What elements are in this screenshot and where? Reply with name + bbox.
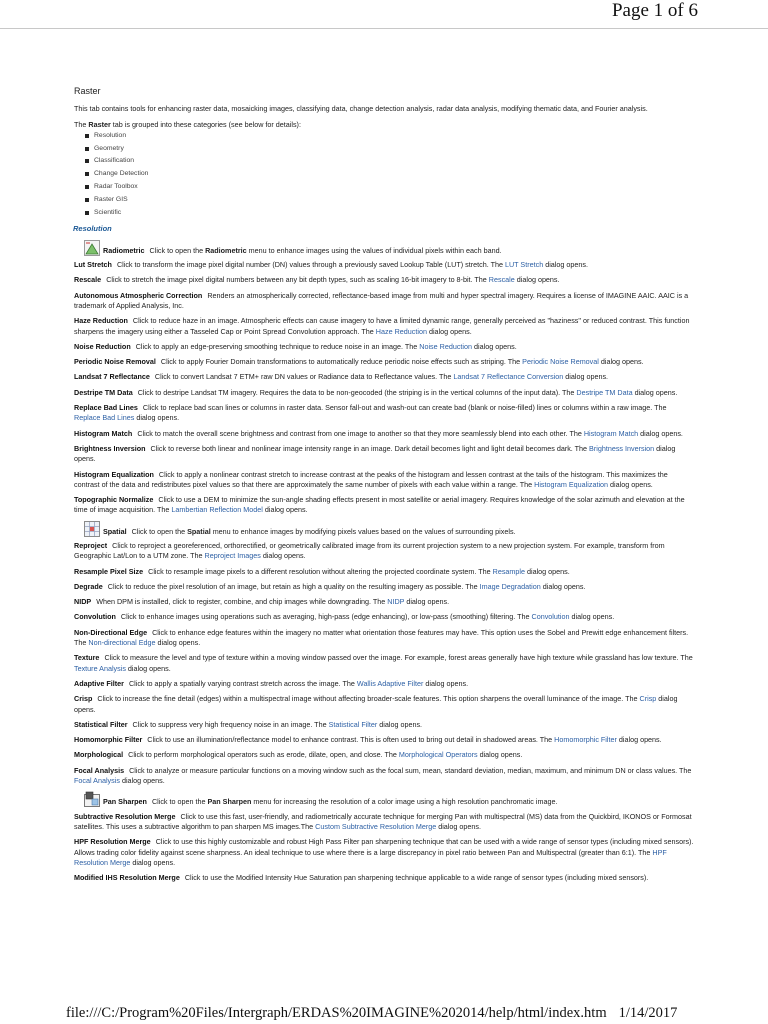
tool-text-tail: dialog opens.	[638, 428, 683, 438]
dialog-link[interactable]: Destripe TM Data	[576, 387, 633, 397]
intro-paragraph: This tab contains tools for enhancing raster data, mosaicking images, classifying data, change detection analysis, radar data analysis, modifying thematic data, and Fourier analysis.	[74, 104, 648, 114]
category-item: Classification	[74, 155, 694, 168]
tool-description	[74, 720, 694, 730]
tool-text: Click to increase the fine detail (edges) within a multispectral image without affecting broader-scale features. This option sharpens the overall luminance of the image. The	[97, 694, 640, 704]
tool-description	[74, 260, 694, 270]
radiometric-label: Radiometric	[103, 245, 145, 255]
tool-description	[74, 837, 694, 868]
tool-name: Resample Pixel Size	[74, 566, 144, 576]
grouped-bold: Raster	[88, 119, 111, 129]
tool-text-tail: dialog opens.	[74, 694, 678, 714]
tool-name: Autonomous Atmospheric Correction	[74, 290, 203, 300]
tool-text-tail: dialog opens.	[404, 597, 450, 607]
tool-name: Adaptive Filter	[74, 678, 124, 688]
section-title-resolution: Resolution	[73, 224, 112, 234]
tool-name: Homomorphic Filter	[74, 735, 143, 745]
footer-date: 1/14/2017	[618, 1005, 678, 1021]
dialog-link[interactable]: HPF Resolution Merge	[74, 847, 667, 867]
tool-text: Click to reverse both linear and nonlinear image intensity range in an image. Dark detail becomes light and light detail becomes dark. The	[150, 443, 590, 453]
tool-description	[74, 750, 694, 760]
dialog-link[interactable]: Morphological Operators	[398, 750, 478, 760]
tool-text: Click to measure the level and type of texture within a moving window passed over the image. For example, forest areas generally have high texture while grassland has low texture. The	[104, 653, 693, 663]
tool-text: Click to enhance images using operations such as averaging, high-pass (edge enhancing), or low-pass (smoothing) filtering. The	[120, 612, 532, 622]
pan-sharpen-items	[74, 812, 694, 884]
radiometric-description	[103, 240, 502, 256]
tool-text: Click to apply an edge-preserving smoothing technique to reduce noise in an image. The	[135, 341, 420, 351]
tool-name: Noise Reduction	[74, 341, 131, 351]
tool-text: Click to reproject a georeferenced, orthorectified, or geometrically calibrated image from its current projection system to a new projection system. For example, transform from Geographic Lat/Lon to a UTM zone. The	[74, 541, 665, 561]
tool-text-tail: dialog opens.	[514, 275, 560, 285]
category-item: Raster GIS	[74, 194, 694, 207]
grouped-pre: The	[74, 119, 89, 129]
dialog-link[interactable]: Replace Bad Lines	[74, 413, 135, 423]
dialog-link[interactable]: Brightness Inversion	[589, 443, 655, 453]
dialog-link[interactable]: Landsat 7 Reflectance Conversion	[453, 372, 564, 382]
tool-name: Modified IHS Resolution Merge	[74, 873, 180, 883]
radiometric-menu-row[interactable]	[84, 240, 694, 256]
tool-text: Click to enhance edge features within the imagery no matter what orientation those features may have. This option uses the Sobel and Prewitt edge enhancement filters. The	[74, 627, 689, 648]
tool-text-tail: dialog opens.	[426, 326, 472, 336]
tool-text: Click to analyze or measure particular functions on a moving window such as the focal sum, mean, standard deviation, median, maximum, and minimum DN or class values. The	[129, 765, 692, 775]
tool-description	[74, 582, 694, 592]
category-list	[74, 130, 694, 220]
dialog-link[interactable]: Image Degradation	[479, 581, 541, 591]
spatial-description	[103, 521, 516, 537]
tool-text: Click to suppress very high frequency noise in an image. The	[132, 719, 329, 729]
category-item: Change Detection	[74, 168, 694, 181]
tool-text: Click to apply a spatially varying contrast stretch across the image. The	[128, 678, 357, 688]
tool-name: Brightness Inversion	[74, 443, 146, 453]
tool-name: Lut Stretch	[74, 260, 112, 270]
tool-text: Click to stretch the image pixel digital numbers between any bit depth types, such as scaling 16-bit imagery to 8-bit. The	[106, 275, 489, 285]
dialog-link[interactable]: Homomorphic Filter	[554, 735, 617, 745]
tool-description	[74, 403, 694, 424]
tool-text-tail: dialog opens.	[377, 719, 423, 729]
tool-text-tail: dialog opens.	[260, 551, 306, 561]
tool-text-tail: dialog opens.	[608, 479, 653, 489]
pan-sharpen-menu-row[interactable]	[84, 791, 694, 807]
tool-text: Click to transform the image pixel digital number (DN) values through a previously saved Lookup Table (LUT) stretch. The	[116, 260, 505, 270]
dialog-link[interactable]: Focal Analysis	[74, 776, 120, 786]
tool-description	[74, 541, 694, 562]
page-title: Raster	[74, 86, 101, 96]
page-number: Page 1 of 6	[611, 0, 698, 21]
category-item: Scientific	[74, 207, 694, 220]
tool-name: Rescale	[74, 275, 102, 285]
dialog-link[interactable]: Custom Subtractive Resolution Merge	[315, 821, 437, 831]
tool-name: Focal Analysis	[74, 765, 125, 775]
tool-description	[74, 444, 694, 465]
dialog-link[interactable]: Rescale	[488, 275, 515, 285]
category-item: Radar Toolbox	[74, 181, 694, 194]
page-footer	[66, 1005, 677, 1022]
tool-description	[74, 342, 694, 352]
spatial-label: Spatial	[103, 526, 127, 536]
pan-sharpen-text-1: Click to open the	[151, 797, 208, 807]
radiometric-bold: Radiometric	[205, 245, 247, 255]
radiometric-items	[74, 260, 694, 516]
tool-name: Statistical Filter	[74, 719, 128, 729]
header-divider	[0, 28, 768, 29]
tool-text-tail: dialog opens.	[262, 505, 308, 515]
document-body	[74, 86, 694, 888]
grouped-post: tab is grouped into these categories (see below for details):	[110, 119, 301, 129]
tool-description	[74, 679, 694, 689]
tool-name: Destripe TM Data	[74, 387, 133, 397]
tool-text-tail: dialog opens.	[563, 372, 609, 382]
tool-text-tail: dialog opens.	[472, 341, 517, 351]
pan-sharpen-icon[interactable]	[84, 791, 100, 807]
dialog-link[interactable]: Haze Reduction	[375, 326, 427, 336]
tool-description	[74, 653, 694, 674]
tool-description	[74, 812, 694, 833]
spatial-bold: Spatial	[187, 526, 211, 536]
radiometric-text-1: Click to open the	[149, 245, 206, 255]
tool-text: Click to apply a nonlinear contrast stretch to increase contrast at the peaks of the histogram and lessen contrast at the tails of the histogram. This maximizes the contrast of the data and redistributes pixel values so that there are approximately the same number of pixels with each value within a range. The	[74, 469, 668, 489]
pan-sharpen-label: Pan Sharpen	[103, 797, 147, 807]
dialog-link[interactable]: Crisp	[639, 694, 657, 704]
tool-description	[74, 628, 694, 649]
tool-description	[74, 357, 694, 367]
tool-text: Click to apply Fourier Domain transformations to automatically reduce periodic noise effects such as striping. The	[160, 357, 523, 367]
tool-description	[74, 597, 694, 607]
tool-description	[74, 388, 694, 398]
tool-text-tail: dialog opens.	[616, 735, 662, 745]
tool-text-tail: dialog opens.	[569, 612, 615, 622]
dialog-link[interactable]: LUT Stretch	[504, 260, 544, 270]
tool-name: Landsat 7 Reflectance	[74, 372, 150, 382]
radiometric-text-2: menu to enhance images using the values of individual pixels within each band.	[246, 245, 502, 255]
tool-text: Click to reduce haze in an image. Atmospheric effects can cause imagery to have a limited dynamic range, generally perceived as "haziness" or reduced contrast. This function sharpens the imagery using either a Tasseled Cap or Point Spread Convolution approach. The	[74, 316, 690, 336]
tool-name: Haze Reduction	[74, 316, 128, 326]
tool-text-tail: dialog opens.	[540, 581, 586, 591]
tool-description	[74, 275, 694, 285]
footer-file-path: file:///C:/Program%20Files/Intergraph/ERDAS%20IMAGINE%202014/help/html/index.htm	[66, 1005, 607, 1021]
dialog-link[interactable]: Resample	[492, 566, 525, 576]
tool-name: Convolution	[74, 612, 116, 622]
dialog-link[interactable]: Reproject Images	[204, 551, 261, 561]
tool-text: Click to use a DEM to minimize the sun-angle shading effects present in most satellite or aerial imagery. Requires knowledge of the solar azimuth and elevation at the time of image acquisition. The	[74, 495, 685, 515]
tool-text-tail: dialog opens.	[134, 413, 180, 423]
tool-text: Click to use this highly customizable and robust High Pass Filter pan sharpening technique that can be used with a wide range of sensor types (including mixed sensors). Allows trading color fidelity against scene sharpness. An ideal technique to use where there is a large discrepancy in pixel ratio between Pan and Multispectral (greater than 6:1). The	[74, 837, 694, 857]
tool-description	[74, 429, 694, 439]
tool-text: Click to use the Modified Intensity Hue Saturation pan sharpening technique applicable to a wide range of sensor types (including mixed sensors).	[184, 873, 649, 883]
tool-description	[74, 316, 694, 337]
tool-name: Morphological	[74, 750, 124, 760]
tool-text: Click to resample image pixels to a different resolution without altering the projected coordinate system. The	[148, 566, 493, 576]
grouped-sentence	[74, 120, 694, 130]
dialog-link[interactable]: NIDP	[387, 597, 405, 607]
tool-name: Histogram Equalization	[74, 469, 154, 479]
tool-description	[74, 567, 694, 577]
category-item: Geometry	[74, 143, 694, 156]
tool-text-tail: dialog opens.	[155, 638, 201, 648]
tool-text: When DPM is installed, click to register, combine, and chip images while downgrading. The	[96, 597, 388, 607]
tool-text: Click to use an illumination/reflectance model to enhance contrast. This is often used to bring out detail in shadowed areas. The	[147, 735, 555, 745]
tool-text-tail: dialog opens.	[632, 387, 678, 397]
tool-text-tail: dialog opens.	[74, 443, 676, 464]
tool-text: Click to reduce the pixel resolution of an image, but retain as high a quality on the resulting imagery as possible. The	[107, 581, 480, 591]
tool-name: HPF Resolution Merge	[74, 837, 151, 847]
tool-text-tail: dialog opens.	[477, 750, 523, 760]
tool-name: Texture	[74, 653, 100, 663]
spatial-text-2: menu to enhance images by modifying pixels values based on the values of surrounding pixels.	[210, 526, 516, 536]
tool-description	[74, 694, 694, 715]
pan-sharpen-text-2: menu for increasing the resolution of a color image using a high resolution panchromatic image.	[251, 797, 558, 807]
dialog-link[interactable]: Noise Reduction	[419, 341, 473, 351]
tool-text-tail: dialog opens.	[119, 776, 165, 786]
pan-sharpen-description	[103, 791, 557, 807]
dialog-link[interactable]: Non-directional Edge	[88, 638, 156, 648]
tool-name: Periodic Noise Removal	[74, 357, 156, 367]
tool-name: Degrade	[74, 581, 103, 591]
tool-text-tail: dialog opens.	[543, 260, 588, 270]
spatial-text-1: Click to open the	[131, 526, 188, 536]
tool-name: Reproject	[74, 541, 108, 550]
tool-text-tail: dialog opens.	[598, 357, 644, 367]
tool-name: NIDP	[74, 597, 92, 607]
dialog-link[interactable]: Statistical Filter	[328, 719, 378, 729]
tool-name: Topographic Normalize	[74, 495, 154, 505]
tool-text: Click to perform morphological operators such as erode, dilate, open, and close. The	[128, 750, 399, 760]
tool-text: Click to destripe Landsat TM imagery. Requires the data to be non-geocoded (the striping is in the vertical columns of the input data). The	[137, 387, 577, 397]
dialog-link[interactable]: Wallis Adaptive Filter	[356, 678, 424, 688]
tool-text: Click to match the overall scene brightness and contrast from one image to another so that they more seamlessly blend into each other. The	[137, 428, 584, 438]
tool-text: Click to replace bad scan lines or columns in raster data. Sensor fall-out and wash-out can create bad (blank or noise-filled) lines or columns within a raw image. The	[142, 403, 667, 413]
tool-description	[74, 612, 694, 622]
tool-description	[74, 873, 694, 883]
tool-text: Renders an atmospherically corrected, reflectance-based image from multi and hyper spectral imagery. Requires a license of IMAGINE AAIC. AAIC is a trademark of Applied Analysis, Inc.	[74, 290, 689, 310]
tool-name: Crisp	[74, 694, 93, 704]
tool-text-tail: dialog opens.	[423, 678, 469, 688]
tool-text: Click to use this fast, user-friendly, and radiometrically accurate technique for merging Pan with multispectral (MS) data from the Quickbird, IKONOS or Formosat satellites. This uses a subtractive algorithm to pan sharpen MS images.The	[74, 811, 692, 831]
spatial-icon[interactable]	[84, 521, 100, 537]
tool-text-tail: dialog opens.	[125, 663, 171, 673]
pan-sharpen-bold: Pan Sharpen	[207, 797, 252, 807]
tool-name: Non-Directional Edge	[74, 627, 148, 637]
tool-description	[74, 495, 694, 516]
dialog-link[interactable]: Convolution	[531, 612, 570, 622]
dialog-link[interactable]: Histogram Match	[583, 428, 639, 438]
tool-description	[74, 766, 694, 787]
spatial-menu-row[interactable]	[84, 521, 694, 537]
tool-description	[74, 291, 694, 312]
dialog-link[interactable]: Histogram Equalization	[534, 479, 609, 489]
tool-name: Histogram Match	[74, 428, 133, 438]
category-item: Resolution	[74, 130, 694, 143]
tool-text-tail: dialog opens.	[525, 566, 570, 576]
tool-text: Click to convert Landsat 7 ETM+ raw DN values or Radiance data to Reflectance values. The	[154, 372, 454, 382]
spatial-items	[74, 541, 694, 786]
tool-description	[74, 372, 694, 382]
dialog-link[interactable]: Texture Analysis	[74, 663, 126, 673]
tool-name: Subtractive Resolution Merge	[74, 811, 176, 821]
dialog-link[interactable]: Lambertian Reflection Model	[171, 505, 263, 515]
tool-description	[74, 470, 694, 491]
radiometric-icon[interactable]	[84, 240, 100, 256]
tool-name: Replace Bad Lines	[74, 403, 138, 413]
dialog-link[interactable]: Periodic Noise Removal	[522, 357, 599, 367]
tool-description	[74, 735, 694, 745]
tool-text-tail: dialog opens.	[130, 857, 176, 867]
tool-text-tail: dialog opens.	[436, 821, 481, 831]
